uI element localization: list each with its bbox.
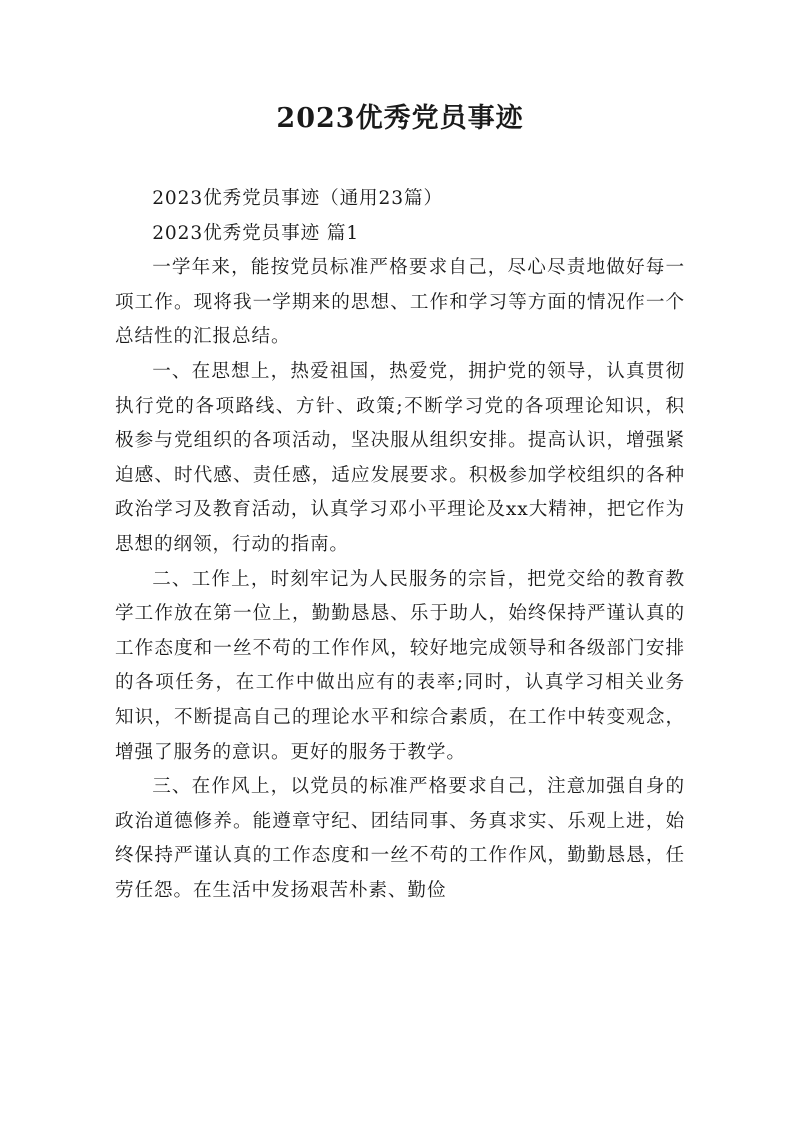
document-title: 2023优秀党员事迹 xyxy=(276,103,524,134)
document-body xyxy=(115,182,685,908)
intro-paragraph: 一学年来，能按党员标准严格要求自己，尽心尽责地做好每一项工作。现将我一学期来的思想、工作和学习等方面的情况作一个总结性的汇报总结。 xyxy=(115,257,685,348)
style-paragraph: 三、在作风上，以党员的标准严格要求自己，注意加强自身的政治道德修养。能遵章守纪、团结同事、务真求实、乐观上进，始终保持严谨认真的工作态度和一丝不苟的工作作风，勤勤恳恳，任劳任怨。在生活中发扬艰苦朴素、勤俭 xyxy=(115,776,685,901)
section-heading: 2023优秀党员事迹 篇1 xyxy=(152,222,360,244)
thought-paragraph: 一、在思想上，热爱祖国，热爱党，拥护党的领导，认真贯彻执行党的各项路线、方针、政策;不断学习党的各项理论知识，积极参与党组织的各项活动，坚决服从组织安排。提高认识，增强紧迫感、时代感、责任感，适应发展要求。积极参加学校组织的各种政治学习及教育活动，认真学习邓小平理论及xx大精神，把它作为思想的纲领，行动的指南。 xyxy=(115,360,685,555)
work-paragraph: 二、工作上，时刻牢记为人民服务的宗旨，把党交给的教育教学工作放在第一位上，勤勤恳恳、乐于助人，始终保持严谨认真的工作态度和一丝不苟的工作作风，较好地完成领导和各级部门安排的各项任务，在工作中做出应有的表率;同时，认真学习相关业务知识，不断提高自己的理论水平和综合素质，在工作中转变观念，增强了服务的意识。更好的服务于教学。 xyxy=(115,568,685,763)
subtitle-paragraph: 2023优秀党员事迹（通用23篇） xyxy=(152,188,443,209)
